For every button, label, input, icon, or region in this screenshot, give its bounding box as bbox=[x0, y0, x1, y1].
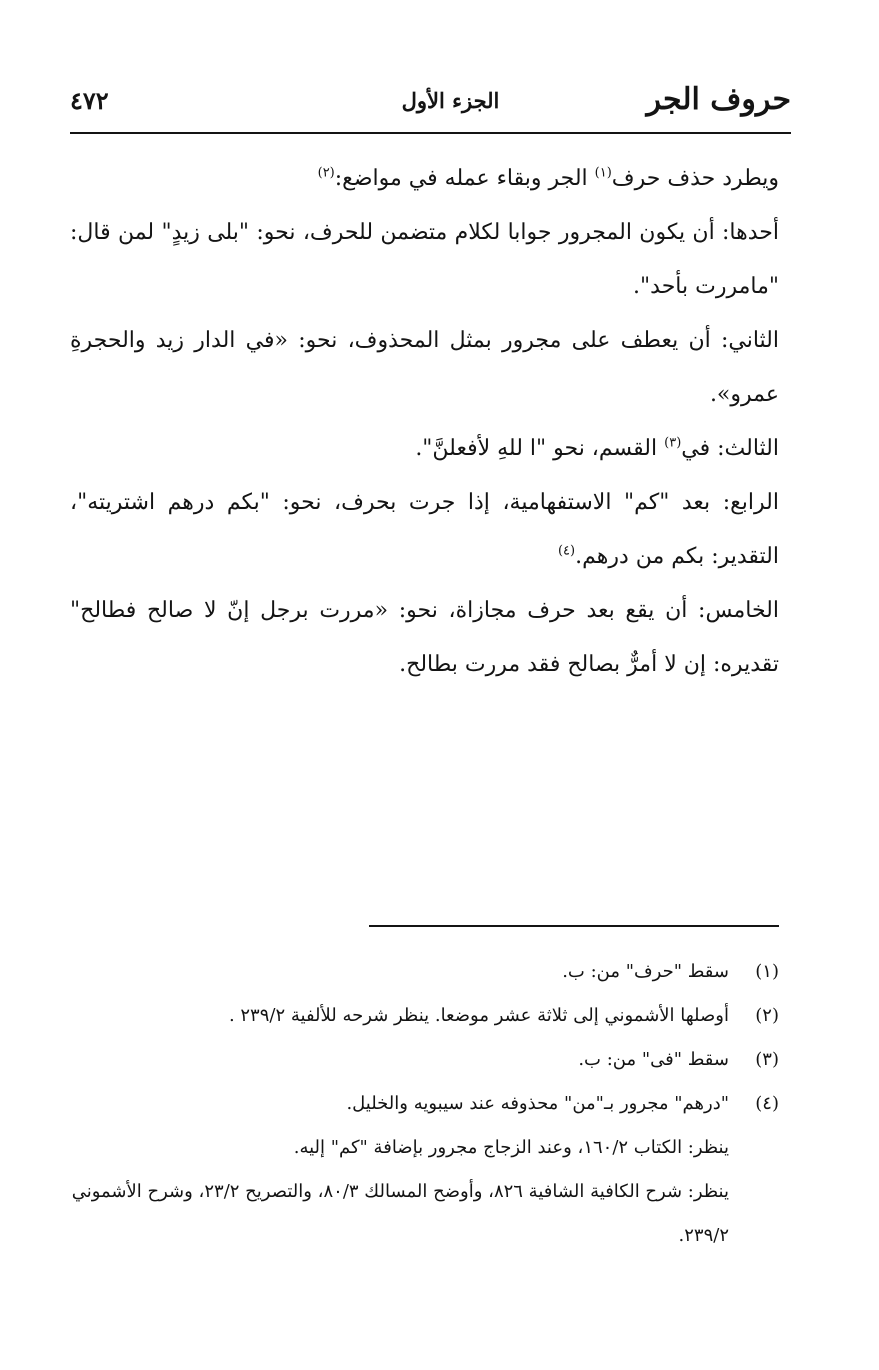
paragraph-4 bbox=[70, 422, 779, 476]
footnote-number: (٢) bbox=[755, 1005, 779, 1026]
paragraph-5-text: الرابع: بعد "كم" الاستفهامية، إذا جرت بحرف، نحو: "بكم درهم اشتريته"، التقدير: بكم من درهم. bbox=[70, 490, 780, 569]
footnote-text: ينظر: الكتاب ١٦٠/٢، وعند الزجاج مجرور بإضافة "كم" إليه. bbox=[293, 1137, 729, 1158]
chapter-title: حروف الجر bbox=[646, 82, 791, 117]
footnote-number: (٤) bbox=[755, 1093, 779, 1114]
footnote-number: (٣) bbox=[755, 1049, 779, 1070]
footnote-ref-2: (٢) bbox=[317, 165, 335, 181]
footnote-1 bbox=[70, 950, 779, 994]
footnote-ref-4: (٤) bbox=[557, 543, 576, 559]
paragraph-2: أحدها: أن يكون المجرور جوابا لكلام متضمن للحرف، نحو: "بلى زيدٍ" لمن قال: "مامررت بأحد". bbox=[70, 220, 779, 299]
page-number: ٤٧٢ bbox=[70, 86, 109, 115]
paragraph-6: الخامس: أن يقع بعد حرف مجازاة، نحو: «مررت برجل إنّ لا صالح فطالح" تقديره: إن لا أمرٌّ بصالح فقد مررت بطالح. bbox=[70, 598, 779, 677]
footnote-text: "درهم" مجرور بـ"من" محذوفه عند سيبويه والخليل. bbox=[346, 1093, 729, 1114]
part-title: الجزء الأول bbox=[401, 88, 500, 113]
footnote-text: سقط "فى" من: ب. bbox=[578, 1049, 729, 1070]
header-rule bbox=[70, 132, 791, 134]
main-text bbox=[70, 152, 779, 692]
footnote-rule bbox=[369, 925, 779, 927]
paragraph-1-text-b: الجر وبقاء عمله في مواضع: bbox=[334, 166, 595, 191]
footnote-number: (١) bbox=[755, 961, 779, 982]
footnote-text: ينظر: شرح الكافية الشافية ٨٢٦، وأوضح المسالك ٨٠/٣، والتصريح ٢٣/٢، وشرح الأشموني ٢٣٩/٢. bbox=[71, 1181, 729, 1246]
footnote-3 bbox=[70, 1038, 779, 1082]
footnote-2 bbox=[70, 994, 779, 1038]
footnote-4 bbox=[70, 1082, 779, 1258]
running-header bbox=[70, 78, 791, 122]
footnote-ref-1: (١) bbox=[594, 165, 612, 181]
paragraph-5 bbox=[70, 476, 779, 584]
footnote-text: سقط "حرف" من: ب. bbox=[562, 961, 729, 982]
paragraph-4-text-b: القسم، نحو "ا للهِ لأفعلنَّ". bbox=[415, 436, 665, 461]
footnote-text: أوصلها الأشموني إلى ثلاثة عشر موضعا. ينظر شرحه للألفية ٢٣٩/٢ . bbox=[228, 1005, 729, 1026]
paragraph-1-text-a: ويطرد حذف حرف bbox=[611, 166, 779, 191]
footnotes bbox=[70, 950, 779, 1258]
footnote-ref-3: (٣) bbox=[664, 435, 682, 451]
paragraph-4-text-a: الثالث: في bbox=[681, 436, 779, 461]
paragraph-1 bbox=[70, 152, 779, 206]
paragraph-3: الثاني: أن يعطف على مجرور بمثل المحذوف، نحو: «في الدار زيد والحجرةِ عمرو». bbox=[70, 328, 779, 407]
